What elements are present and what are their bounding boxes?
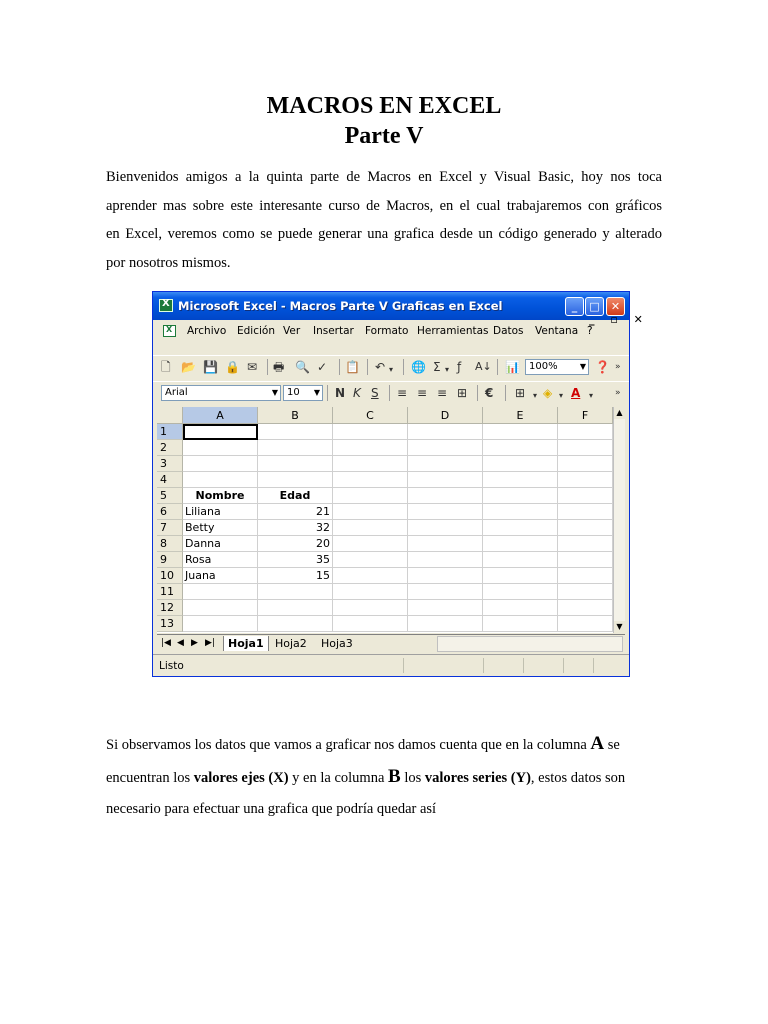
toolbar-options-icon[interactable]: » <box>615 388 621 398</box>
chevron-down-icon: ▼ <box>271 388 278 397</box>
cell-f11[interactable] <box>558 584 613 600</box>
row-header[interactable]: 1 <box>157 424 183 440</box>
cell-a3[interactable] <box>183 456 258 472</box>
vertical-scrollbar[interactable] <box>613 407 625 633</box>
cell-f9[interactable] <box>558 552 613 568</box>
cell-c2[interactable] <box>333 440 408 456</box>
row-header[interactable]: 10 <box>157 568 183 584</box>
cell-d1[interactable] <box>408 424 483 440</box>
row-header[interactable]: 13 <box>157 616 183 632</box>
cell-a11[interactable] <box>183 584 258 600</box>
cell-e8[interactable] <box>483 536 558 552</box>
cell-f12[interactable] <box>558 600 613 616</box>
cell-e3[interactable] <box>483 456 558 472</box>
p2-line2-text: encuentran los <box>106 770 194 786</box>
cell-b2[interactable] <box>258 440 333 456</box>
intro-line: en Excel, veremos como se puede generar una grafica desde un código generado y alterado <box>106 226 662 242</box>
intro-line: aprender mas sobre este interesante curso de Macros, en el cual trabajaremos con gráficos <box>106 197 662 214</box>
cell-e5[interactable] <box>483 488 558 504</box>
cell-c6[interactable] <box>333 504 408 520</box>
autosum-icon[interactable]: Σ <box>433 360 441 374</box>
cell-d11[interactable] <box>408 584 483 600</box>
status-pane <box>403 658 404 673</box>
cell-a13[interactable] <box>183 616 258 632</box>
column-header[interactable]: B <box>258 407 333 424</box>
italic-icon[interactable]: K <box>353 386 361 400</box>
autosum-dropdown-icon[interactable]: ▾ <box>445 365 450 374</box>
cell-f7[interactable] <box>558 520 613 536</box>
p2-line2-mid: y en la columna <box>288 770 389 786</box>
print-preview-icon[interactable]: 🔍 <box>295 360 310 374</box>
menu-herramientas[interactable]: Herramientas <box>417 325 489 337</box>
cell-e6[interactable] <box>483 504 558 520</box>
cell-c13[interactable] <box>333 616 408 632</box>
cell-d4[interactable] <box>408 472 483 488</box>
toolbar-options-icon[interactable]: » <box>615 362 621 372</box>
font-size-value: 10 <box>287 387 300 398</box>
cell-c5[interactable] <box>333 488 408 504</box>
cell-b1[interactable] <box>258 424 333 440</box>
cell-b5[interactable]: Edad <box>258 488 333 504</box>
intro-line: por nosotros mismos. <box>106 254 231 271</box>
status-pane <box>563 658 564 673</box>
p2-line2-end: , estos datos son <box>530 770 626 786</box>
permission-icon[interactable]: 🔒 <box>225 360 240 374</box>
cell-a10[interactable]: Juana <box>183 568 258 584</box>
cell-c11[interactable] <box>333 584 408 600</box>
row-header[interactable]: 12 <box>157 600 183 616</box>
workbook-window-controls[interactable]: _ ▫ ✕ <box>589 313 649 326</box>
cell-f13[interactable] <box>558 616 613 632</box>
close-button[interactable]: ✕ <box>606 297 625 316</box>
row-header[interactable]: 6 <box>157 504 183 520</box>
column-header[interactable]: C <box>333 407 408 424</box>
row-header[interactable]: 9 <box>157 552 183 568</box>
select-all-corner[interactable] <box>157 407 183 424</box>
cell-c4[interactable] <box>333 472 408 488</box>
paste-icon[interactable]: 📋 <box>345 360 360 374</box>
scroll-up-icon[interactable]: ▲ <box>614 407 625 419</box>
undo-dropdown-icon[interactable]: ▾ <box>389 365 394 374</box>
menu-formato[interactable]: Formato <box>365 325 409 337</box>
chevron-down-icon: ▼ <box>579 362 586 371</box>
cell-f4[interactable] <box>558 472 613 488</box>
menu-ventana[interactable]: Ventana <box>535 325 579 337</box>
borders-icon[interactable]: ⊞ <box>515 386 526 400</box>
cell-a2[interactable] <box>183 440 258 456</box>
row-header[interactable]: 3 <box>157 456 183 472</box>
column-header[interactable]: D <box>408 407 483 424</box>
cell-e12[interactable] <box>483 600 558 616</box>
row-header[interactable]: 2 <box>157 440 183 456</box>
workbook-icon[interactable] <box>163 325 176 337</box>
column-b-letter: B <box>388 766 401 787</box>
minimize-button[interactable]: _ <box>565 297 584 316</box>
zoom-value: 100% <box>529 361 558 372</box>
cell-a9[interactable]: Rosa <box>183 552 258 568</box>
cell-d6[interactable] <box>408 504 483 520</box>
sheet-tab-hoja2[interactable]: Hoja2 <box>275 637 307 650</box>
cell-b6[interactable]: 21 <box>258 504 333 520</box>
document-subtitle: Parte V <box>344 123 424 149</box>
font-color-icon[interactable]: A <box>571 386 581 400</box>
currency-icon[interactable]: € <box>485 386 494 400</box>
align-center-icon[interactable]: ≡ <box>417 386 428 400</box>
cell-d3[interactable] <box>408 456 483 472</box>
font-color-dropdown-icon[interactable]: ▾ <box>589 391 594 400</box>
row-header[interactable]: 5 <box>157 488 183 504</box>
font-name-value: Arial <box>165 387 188 398</box>
next-sheet-icon[interactable]: ▶ <box>191 638 198 648</box>
save-icon[interactable]: 💾 <box>203 360 218 374</box>
cell-f8[interactable] <box>558 536 613 552</box>
column-header[interactable]: E <box>483 407 558 424</box>
cell-e9[interactable] <box>483 552 558 568</box>
prev-sheet-icon[interactable]: ◀ <box>177 638 184 648</box>
underline-icon[interactable]: S <box>371 386 379 400</box>
email-icon[interactable]: ✉ <box>247 360 258 374</box>
column-header[interactable]: A <box>183 407 258 424</box>
function-icon[interactable]: ƒ <box>457 360 462 374</box>
cell-f6[interactable] <box>558 504 613 520</box>
sheet-tab-hoja1[interactable]: Hoja1 <box>223 636 269 651</box>
cell-a6[interactable]: Liliana <box>183 504 258 520</box>
cell-e4[interactable] <box>483 472 558 488</box>
worksheet-grid[interactable] <box>157 407 625 633</box>
horizontal-scrollbar[interactable] <box>437 636 623 652</box>
maximize-button[interactable]: □ <box>585 297 604 316</box>
menu-ver[interactable]: Ver <box>283 325 301 337</box>
cell-a7[interactable]: Betty <box>183 520 258 536</box>
cell-b12[interactable] <box>258 600 333 616</box>
cell-a8[interactable]: Danna <box>183 536 258 552</box>
menu-bar <box>153 320 629 342</box>
menu-archivo[interactable]: Archivo <box>187 325 227 337</box>
cell-b8[interactable]: 20 <box>258 536 333 552</box>
sheet-tab-bar <box>157 634 625 653</box>
cell-f2[interactable] <box>558 440 613 456</box>
p2-line1-end: se <box>604 737 620 753</box>
undo-icon[interactable]: ↶ <box>375 360 386 374</box>
column-header[interactable]: F <box>558 407 613 424</box>
cell-e7[interactable] <box>483 520 558 536</box>
excel-window <box>152 291 649 677</box>
menu-help[interactable]: ? <box>587 325 593 337</box>
borders-dropdown-icon[interactable]: ▾ <box>533 391 538 400</box>
intro-paragraph <box>106 163 662 277</box>
open-icon[interactable]: 📂 <box>181 360 196 374</box>
cell-f5[interactable] <box>558 488 613 504</box>
zoom-select[interactable] <box>525 359 589 375</box>
sort-icon[interactable]: A↓ <box>475 360 492 373</box>
cell-d12[interactable] <box>408 600 483 616</box>
row-header[interactable]: 7 <box>157 520 183 536</box>
row-header[interactable]: 11 <box>157 584 183 600</box>
cell-c1[interactable] <box>333 424 408 440</box>
cell-b4[interactable] <box>258 472 333 488</box>
last-sheet-icon[interactable]: ▶| <box>205 638 215 648</box>
cell-f10[interactable] <box>558 568 613 584</box>
align-left-icon[interactable]: ≡ <box>397 386 408 400</box>
cell-c10[interactable] <box>333 568 408 584</box>
cell-c9[interactable] <box>333 552 408 568</box>
cell-d13[interactable] <box>408 616 483 632</box>
menu-datos[interactable]: Datos <box>493 325 524 337</box>
window-title: Microsoft Excel - Macros Parte V Graficas en Excel <box>178 299 503 313</box>
first-sheet-icon[interactable]: |◀ <box>161 638 171 648</box>
cell-b13[interactable] <box>258 616 333 632</box>
column-a-letter: A <box>590 733 605 754</box>
cell-d7[interactable] <box>408 520 483 536</box>
cell-d5[interactable] <box>408 488 483 504</box>
status-pane <box>483 658 484 673</box>
cell-e10[interactable] <box>483 568 558 584</box>
standard-toolbar <box>153 355 629 380</box>
cell-e13[interactable] <box>483 616 558 632</box>
align-right-icon[interactable]: ≡ <box>437 386 448 400</box>
cell-c3[interactable] <box>333 456 408 472</box>
document-title: MACROS EN EXCEL <box>266 93 502 119</box>
font-name-select[interactable] <box>161 385 281 401</box>
p2-line3-text: necesario para efectuar una grafica que podría quedar así <box>106 801 437 817</box>
second-paragraph <box>106 728 662 825</box>
p2-line1-text: Si observamos los datos que vamos a graficar nos damos cuenta que en la columna <box>106 737 591 753</box>
help-icon[interactable]: ❓ <box>595 360 610 374</box>
cell-d9[interactable] <box>408 552 483 568</box>
fill-dropdown-icon[interactable]: ▾ <box>559 391 564 400</box>
row-header[interactable]: 8 <box>157 536 183 552</box>
cell-a1[interactable] <box>183 424 258 440</box>
scroll-down-icon[interactable]: ▼ <box>614 621 625 633</box>
cell-e1[interactable] <box>483 424 558 440</box>
y-values-label: valores series (Y) <box>424 770 531 786</box>
cell-b11[interactable] <box>258 584 333 600</box>
cell-a12[interactable] <box>183 600 258 616</box>
cell-b3[interactable] <box>258 456 333 472</box>
cell-d8[interactable] <box>408 536 483 552</box>
cell-f1[interactable] <box>558 424 613 440</box>
font-size-select[interactable] <box>283 385 323 401</box>
print-icon[interactable]: 🖶 <box>273 360 285 374</box>
hyperlink-icon[interactable]: 🌐 <box>411 360 426 374</box>
x-values-label: valores ejes (X) <box>193 770 289 786</box>
intro-line: Bienvenidos amigos a la quinta parte de Macros en Excel y Visual Basic, hoy nos toca <box>106 169 662 185</box>
cell-a4[interactable] <box>183 472 258 488</box>
chevron-down-icon: ▼ <box>313 388 320 397</box>
cell-e2[interactable] <box>483 440 558 456</box>
fill-color-icon[interactable]: ◈ <box>543 386 553 400</box>
excel-app-icon[interactable] <box>159 299 173 312</box>
formatting-toolbar <box>153 381 629 404</box>
cell-d10[interactable] <box>408 568 483 584</box>
cell-c7[interactable] <box>333 520 408 536</box>
status-text: Listo <box>159 660 184 672</box>
menu-edicion[interactable]: Edición <box>237 325 275 337</box>
bold-icon[interactable]: N <box>335 386 346 400</box>
cell-d2[interactable] <box>408 440 483 456</box>
status-pane <box>523 658 524 673</box>
cell-b9[interactable]: 35 <box>258 552 333 568</box>
status-pane <box>593 658 594 673</box>
chart-wizard-icon[interactable]: 📊 <box>505 360 520 374</box>
cell-b7[interactable]: 32 <box>258 520 333 536</box>
cell-f3[interactable] <box>558 456 613 472</box>
cell-c8[interactable] <box>333 536 408 552</box>
title-bar[interactable] <box>153 292 629 320</box>
status-bar <box>153 654 629 677</box>
p2-line2-los: los <box>400 770 425 786</box>
cell-b10[interactable]: 15 <box>258 568 333 584</box>
menu-insertar[interactable]: Insertar <box>313 325 354 337</box>
cell-a5[interactable]: Nombre <box>183 488 258 504</box>
row-header[interactable]: 4 <box>157 472 183 488</box>
new-icon[interactable]: 🗋 <box>161 360 171 374</box>
sheet-tab-hoja3[interactable]: Hoja3 <box>321 637 353 650</box>
spelling-icon[interactable]: ✓ <box>317 360 328 374</box>
cell-e11[interactable] <box>483 584 558 600</box>
merge-center-icon[interactable]: ⊞ <box>457 386 468 400</box>
cell-c12[interactable] <box>333 600 408 616</box>
